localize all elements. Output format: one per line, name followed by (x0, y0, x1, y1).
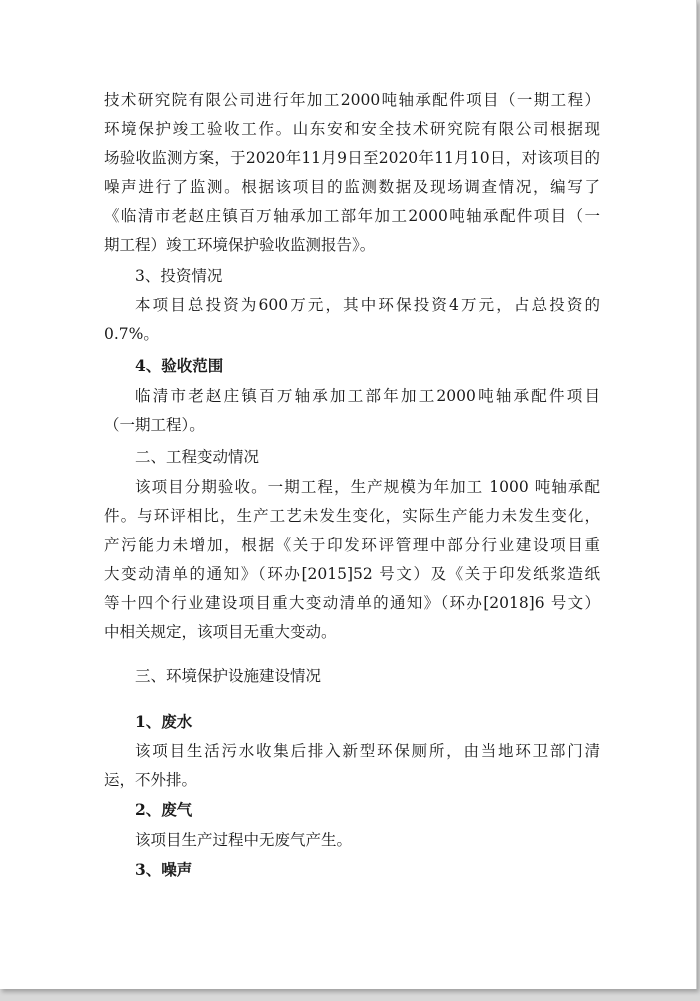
paragraph-line: 0.7%。 (104, 325, 159, 343)
section-heading-investment: 3、投资情况 (135, 267, 223, 285)
paragraph-line: 技术研究院有限公司进行年加工2000吨轴承配件项目（一期工程） (104, 91, 600, 109)
paragraph-line: 该项目分期验收。一期工程，生产规模为年加工 1000 吨轴承配 (135, 478, 600, 496)
section-heading-acceptance-scope: 4、验收范围 (135, 356, 224, 375)
paragraph-line: 临清市老赵庄镇百万轴承加工部年加工2000吨轴承配件项目 (135, 387, 600, 405)
paragraph-line: 本项目总投资为600万元，其中环保投资4万元，占总投资的 (135, 296, 600, 314)
paragraph-line: 场验收监测方案，于2020年11月9日至2020年11月10日，对该项目的 (104, 149, 600, 167)
paragraph-line: 件。与环评相比，生产工艺未发生变化，实际生产能力未发生变化， (104, 507, 600, 525)
paragraph-line: 噪声进行了监测。根据该项目的监测数据及现场调查情况，编写了 (104, 178, 600, 196)
paragraph-line: 期工程）竣工环境保护验收监测报告》。 (104, 236, 376, 254)
paragraph-line: 该项目生产过程中无废气产生。 (135, 831, 353, 849)
paragraph-line: 《临清市老赵庄镇百万轴承加工部年加工2000吨轴承配件项目（一 (104, 207, 600, 225)
paragraph-line: （一期工程）。 (104, 416, 205, 434)
section-heading-project-changes: 二、工程变动情况 (135, 448, 260, 466)
section-heading-exhaust-gas: 2、废气 (135, 800, 193, 819)
paragraph-line: 该项目生活污水收集后排入新型环保厕所，由当地环卫部门清 (135, 742, 600, 760)
paragraph-line: 环境保护竣工验收工作。山东安和安全技术研究院有限公司根据现 (104, 120, 600, 138)
paragraph-line: 运，不外排。 (104, 771, 198, 789)
paragraph-line: 大变动清单的通知》（环办[2015]52 号文）及《关于印发纸浆造纸 (104, 565, 600, 583)
paragraph-line: 产污能力未增加，根据《关于印发环评管理中部分行业建设项目重 (104, 536, 600, 554)
paragraph-line: 等十四个行业建设项目重大变动清单的通知》（环办[2018]6 号文） (104, 594, 600, 612)
section-heading-wastewater: 1、废水 (135, 712, 193, 731)
section-heading-env-facilities: 三、环境保护设施建设情况 (135, 667, 322, 685)
paragraph-line: 中相关规定，该项目无重大变动。 (104, 623, 337, 641)
section-heading-noise: 3、噪声 (135, 860, 193, 879)
